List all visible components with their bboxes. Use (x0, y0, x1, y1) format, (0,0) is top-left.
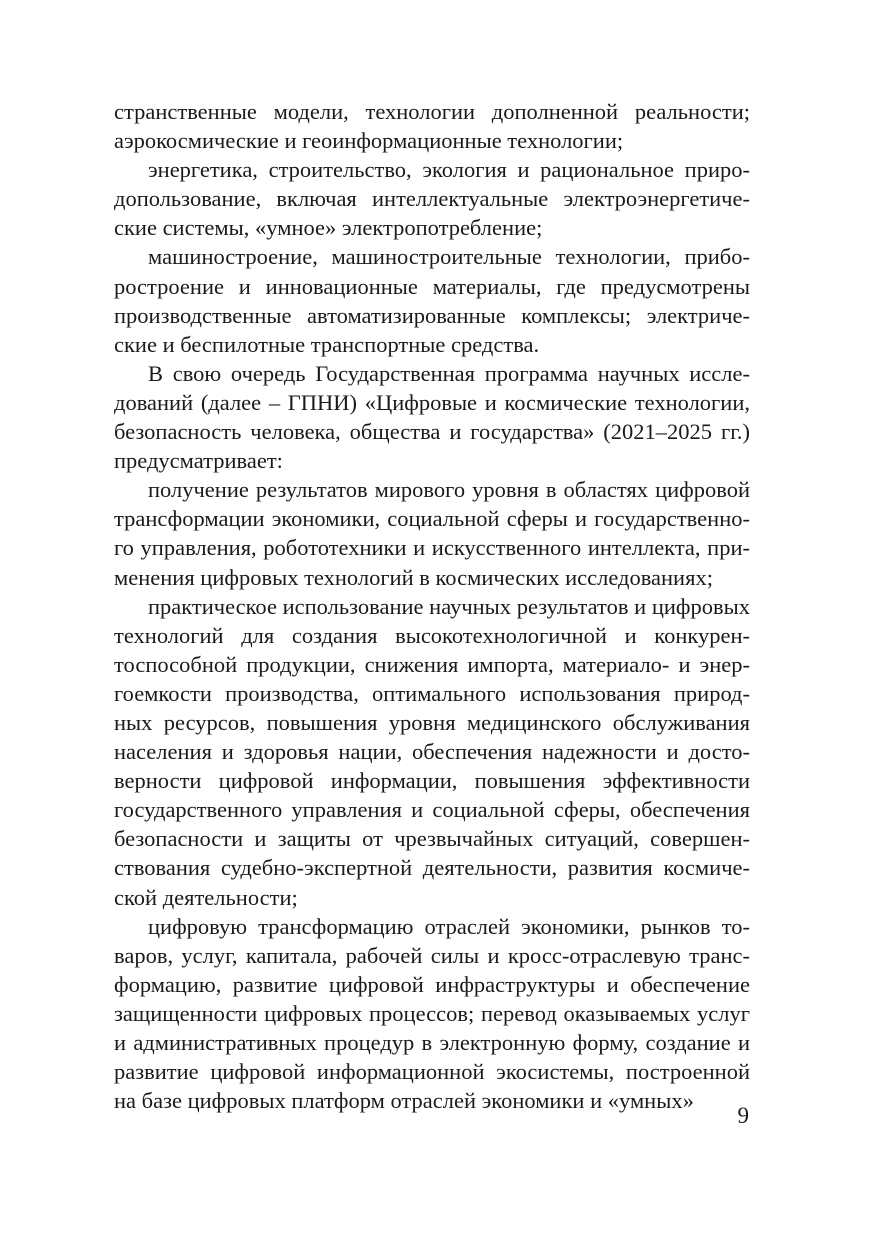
paragraph-energy: энергетика, строительство, экология и рациональное природопользование, включая интеллектуальные электроэнергетические системы, «умное» электропотребление; (114, 157, 750, 241)
paragraph-digital-transformation: цифровую трансформацию отраслей экономики, рынков товаров, услуг, капитала, рабочей силы и кросс-отраслевую трансформацию, развитие цифровой инфраструктуры и обеспечение защищенности цифровых процессов; перевод оказываемых услуг и административных процедур в электронную форму, создание и развитие цифровой информационной экосистемы, построенной на базе цифровых платформ отраслей экономики и «умных» (114, 913, 750, 1114)
paragraph-machinery: машиностроение, машиностроительные технологии, приборостроение и инновационные материалы, где предусмотрены производственные автоматизированные комплексы; электрические и беспилотные транспортные средства. (114, 244, 750, 357)
paragraph-world-level-results: получение результатов мирового уровня в областях цифровой трансформации экономики, социальной сферы и государственного управления, робототехники и искусственного интеллекта, применения цифровых технологий в космических исследованиях; (114, 477, 750, 590)
page-number: 9 (737, 1103, 749, 1128)
paragraph-gpni-program: В свою очередь Государственная программа научных исследований (далее – ГПНИ) «Цифровые и космические технологии, безопасность человека, общества и государства» (2021–2025 гг.) предусматривает: (114, 360, 750, 474)
page-body (114, 97, 750, 1115)
paragraph-continuation: странственные модели, технологии дополненной реальности; аэрокосмические и геоинформационные технологии; (114, 99, 750, 154)
paragraph-practical-use: практическое использование научных результатов и цифровых технологий для создания высокотехнологичной и конкурентоспособной продукции, снижения импорта, материало- и энергоемкости производства, оптимального использования природных ресурсов, повышения уровня медицинского обслуживания населения и здоровья нации, обеспечения надежности и достоверности цифровой информации, повышения эффективности государственного управления и социальной сферы, обеспечения безопасности и защиты от чрезвычайных ситуаций, совершенствования судебно-экспертной деятельности, развития космической деятельности; (114, 593, 750, 910)
